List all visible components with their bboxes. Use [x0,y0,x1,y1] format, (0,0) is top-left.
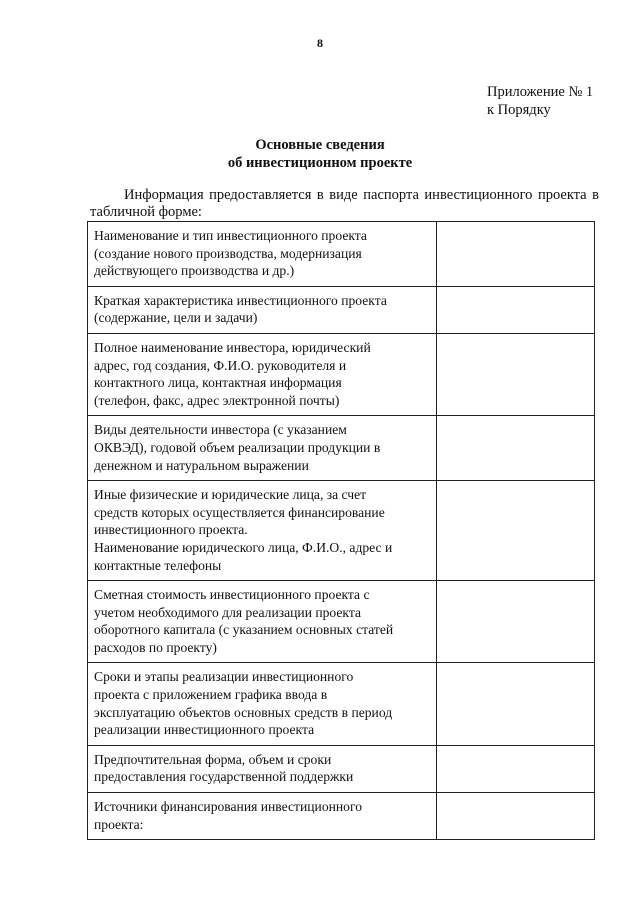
row-label-cell [88,745,437,792]
row-value-cell[interactable] [436,333,594,415]
row-label-line: денежном и натуральном выражении [94,457,309,473]
row-label-line: эксплуатацию объектов основных средств в период [94,704,393,720]
row-label-cell [88,481,437,581]
table-row [88,663,595,745]
table-row [88,793,595,840]
row-label-cell [88,333,437,415]
row-label-line: предоставления государственной поддержки [94,769,354,785]
row-label-line: оборотного капитала (с указанием основных статей [94,622,394,638]
table-row [88,481,595,581]
row-label-line: расходов по проекту) [94,639,217,655]
row-label-line: адрес, год создания, Ф.И.О. руководителя и [94,357,347,373]
passport-table-body [88,222,595,840]
table-row [88,416,595,481]
table-row [88,286,595,333]
row-label-cell [88,663,437,745]
row-label-cell [88,793,437,840]
row-label-line: реализации инвестиционного проекта [94,722,315,738]
row-value-cell[interactable] [436,481,594,581]
row-value-cell[interactable] [436,286,594,333]
row-value-cell[interactable] [436,222,594,287]
row-label-line: Виды деятельности инвестора (с указанием [94,422,347,438]
row-label-line: проекта с приложением графика ввода в [94,687,328,703]
row-label-line: проекта: [94,816,144,832]
table-row [88,745,595,792]
row-value-cell[interactable] [436,663,594,745]
row-label-line: контактного лица, контактная информация [94,375,342,391]
table-row [88,333,595,415]
heading-line-2: об инвестиционном проекте [227,155,413,171]
row-value-cell[interactable] [436,416,594,481]
passport-table [87,221,595,840]
row-label-line: инвестиционного проекта. [94,522,248,538]
row-label-cell [88,286,437,333]
row-label-line: Сроки и этапы реализации инвестиционного [94,669,354,685]
table-row [88,581,595,663]
row-label-line: контактные телефоны [94,557,222,573]
row-value-cell[interactable] [436,745,594,792]
row-label-line: Источники финансирования инвестиционного [94,799,362,815]
row-label-line: Полное наименование инвестора, юридический [94,339,371,355]
intro-paragraph: Информация предоставляется в виде паспорта инвестиционного проекта в табличной форме: [90,187,599,220]
row-label-line: Иные физические и юридические лица, за счет [94,487,367,503]
row-label-line: средств которых осуществляется финансирование [94,504,385,520]
appendix-line-1: Приложение № 1 [487,84,594,100]
row-label-line: Наименование юридического лица, Ф.И.О., адрес и [94,539,393,555]
row-label-cell [88,581,437,663]
row-label-line: Краткая характеристика инвестиционного проекта [94,292,387,308]
row-value-cell[interactable] [436,581,594,663]
row-value-cell[interactable] [436,793,594,840]
row-label-line: (телефон, факс, адрес электронной почты) [94,392,340,408]
row-label-line: Сметная стоимость инвестиционного проекта с [94,587,370,603]
appendix-line-2: к Порядку [487,102,551,118]
document-heading [0,136,640,172]
row-label-line: (содержание, цели и задачи) [94,310,258,326]
page-number: 8 [317,36,323,50]
row-label-line: действующего производства и др.) [94,263,295,279]
row-label-line: учетом необходимого для реализации проекта [94,604,361,620]
row-label-line: Предпочтительная форма, объем и сроки [94,751,332,767]
appendix-reference [487,83,593,119]
row-label-cell [88,222,437,287]
heading-line-1: Основные сведения [255,137,385,153]
row-label-line: (создание нового производства, модернизация [94,245,362,261]
row-label-line: Наименование и тип инвестиционного проекта [94,228,367,243]
table-row [88,222,595,287]
row-label-line: ОКВЭД), годовой объем реализации продукции в [94,439,381,455]
row-label-cell [88,416,437,481]
